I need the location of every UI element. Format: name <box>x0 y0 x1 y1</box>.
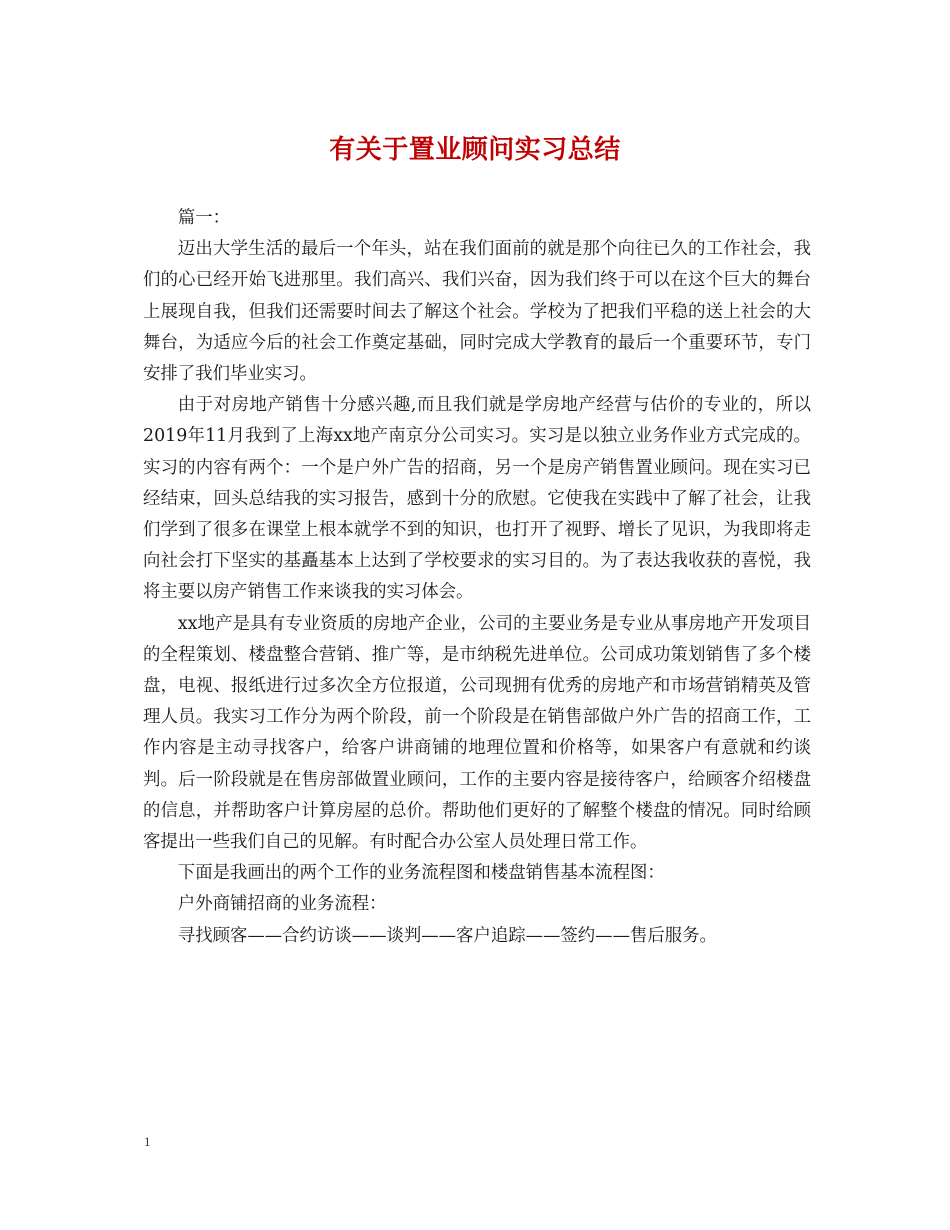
document-title: 有关于置业顾问实习总结 <box>329 135 621 165</box>
paragraph: 下面是我画出的两个工作的业务流程图和楼盘销售基本流程图： <box>177 863 665 884</box>
document-body <box>143 203 811 952</box>
page-number: 1 <box>144 1134 151 1149</box>
paragraph: 由于对房地产销售十分感兴趣,而且我们就是学房地产经营与估价的专业的，所以2019年11月我到了上海xx地产南京分公司实习。实习是以独立业务作业方式完成的。实习的内容有两个：一个是户外广告的招商，另一个是房产销售置业顾问。现在实习已经结束，回头总结我的实习报告，感到十分的欣慰。它使我在实践中了解了社会，让我们学到了很多在课堂上根本就学不到的知识，也打开了视野、增长了见识，为我即将走向社会打下坚实的基矗基本上达到了学校要求的实习目的。为了表达我收获的喜悦，我将主要以房产销售工作来谈我的实习体会。 <box>143 395 811 603</box>
paragraph-heading: 篇一： <box>177 208 230 228</box>
paragraph: 户外商铺招商的业务流程： <box>177 894 387 915</box>
paragraph: 寻找顾客——合约访谈——谈判——客户追踪——签约——售后服务。 <box>177 925 717 946</box>
paragraph: 迈出大学生活的最后一个年头，站在我们面前的就是那个向往已久的工作社会，我们的心已经开始飞进那里。我们高兴、我们兴奋，因为我们终于可以在这个巨大的舞台上展现自我，但我们还需要时间去了解这个社会。学校为了把我们平稳的送上社会的大舞台，为适应今后的社会工作奠定基础，同时完成大学教育的最后一个重要环节，专门安排了我们毕业实习。 <box>143 239 811 385</box>
paragraph: xx地产是具有专业资质的房地产企业，公司的主要业务是专业从事房地产开发项目的全程策划、楼盘整合营销、推广等，是市纳税先进单位。公司成功策划销售了多个楼盘，电视、报纸进行过多次全方位报道，公司现拥有优秀的房地产和市场营销精英及管理人员。我实习工作分为两个阶段，前一个阶段是在销售部做户外广告的招商工作，工作内容是主动寻找客户，给客户讲商铺的地理位置和价格等，如果客户有意就和约谈判。后一阶段就是在售房部做置业顾问，工作的主要内容是接待客户，给顾客介绍楼盘的信息，并帮助客户计算房屋的总价。帮助他们更好的了解整个楼盘的情况。同时给顾客提出一些我们自己的见解。有时配合办公室人员处理日常工作。 <box>143 613 811 853</box>
